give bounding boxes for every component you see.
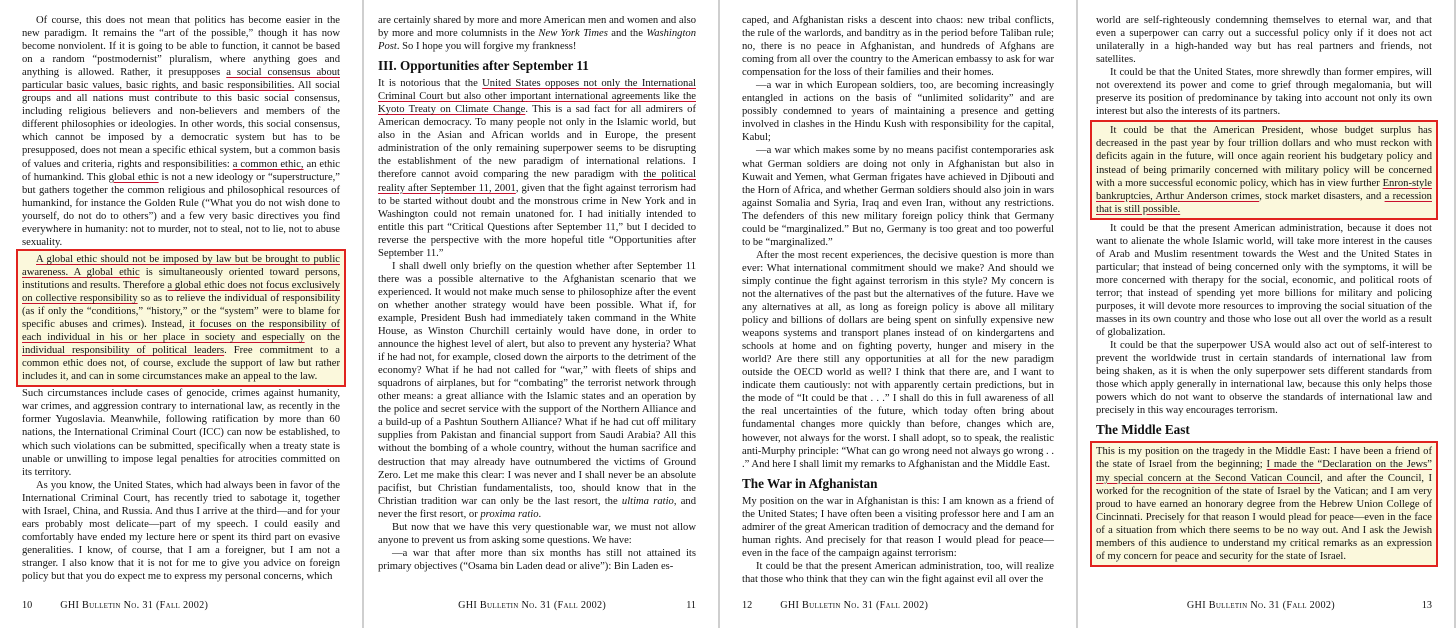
paragraph: Of course, this does not mean that politics has become easier in the new paradigm. It remains the “art of the possible,” though it has now become nonviolent. If it is going to be able to function, it cannot be based on a random “postmodernist” pluralism, where anything goes and anything is allowed. Rather, it presupposes a social consensus about particular basic values, basic rights, and basic responsibilities. All social groups and all nations must contribute to this basic social consensus, including religious believers and non-believers and members of the different philosophies or ideologies. In other words, this social consensus, which cannot be imposed by a democratic system but has to be presupposed, does not mean a specific ethical system, but a common basis of values and criteria, rights and responsibilities: a common ethic, an ethic of humankind. This global ethic is not a new ideology or “superstructure,” but gathers together the common religious and philosophical resources of humankind, for instance the Golden Rule (“What you do not wish done to yourself, do not do to others”) and a few very basic directives you find everywhere in humanity: not to murder, not to steal, not to lie, not to abuse sexuality.: [22, 15, 340, 248]
paragraph: It could be that the United States, more shrewdly than former empires, will not overextend its power and come to grief through megalomania, but will preserve its position of predominance by taking into account not only its own interest but also the interests of its partners.: [1096, 67, 1432, 118]
page-footer: [1100, 600, 1432, 611]
section-heading: The Middle East: [1096, 422, 1190, 438]
paragraph: caped, and Afghanistan risks a descent into chaos: new tribal conflicts, the rule of the warlords, and banditry as in the period before Taliban rule; no, there is no peace in Afghanistan, and hundreds of Afghans are coming from all over the country to the American embassy to ask for war compensation for the loss of their families and their homes.: [742, 15, 1054, 79]
page-10-body: [22, 14, 340, 583]
paragraph: Such circumstances include cases of genocide, crimes against humanity, war crimes, and aggression contrary to international law, as recently in the former Yugoslavia. Meanwhile, following ratification by more than 60 nations, the International Criminal Court (ICC) can now be established, to which such violations can be submitted, specifically when a treaty state is unable or unwilling to impose legal penalties for atrocities committed on its territory.: [22, 388, 340, 478]
paragraph: It is notorious that the United States opposes not only the International Criminal Court but also other important international agreements like the Kyoto Treaty on Climate Change. This is a sad fact for all admirers of American democracy. To many people not only in the Islamic world, but also in the Asian and African worlds and in Europe, the present administration of the only remaining superpower seems to be disrupting the establishment of the new paradigm of international relations. I therefore cannot avoid comparing the new paradigm with the political reality after September 11, 2001, given that the fight against terrorism had to be started without doubt and the monstrous crime in New York and in Washington could not remain unatoned for. I had initially intended to entitle this part “Critical Questions after September 11,” but I decided to reverse the perspective with the more hopeful title “Opportunities after September 11.”: [378, 78, 696, 259]
page-footer: [378, 600, 696, 611]
underlined-text: it focuses on the responsibility of each individual in his or her place in society and especially: [22, 319, 340, 344]
paragraph: It could be that the present American administration, because it does not want to alienate the whole Islamic world, will take more interest in the causes of Arab and Muslim resentment towards the West and the United States in particular; that instead of being concerned only with the symptoms, it will be more concerned with therapy for the social, economic, and political roots of terror; that instead of spending yet more billions for military and policing purposes, it will devote more resources to improving the social situation of the masses in its own country and those who lose out all over the world as a result of globalization.: [1096, 222, 1432, 339]
paragraph: —a war which makes some by no means pacifist contemporaries ask what German soldiers are doing not only in Afghanistan but also in Kuwait and Yemen, what German frigates have achieved in Djibouti and the Horn of Africa, and whether German soldiers should also join in wars against Somalia and Syria, Iraq and even Iran, without any restrictions. The defenders of this new military foreign policy think that Germany could be “marginalized.” But no, Germany is too great and too powerful to be “marginalized.”: [742, 145, 1054, 248]
underlined-text: a social consensus about particular basic values, basic rights, and basic responsibilities.: [22, 67, 340, 92]
underlined-text: a common ethic,: [232, 158, 304, 170]
paragraph: After the most recent experiences, the decisive question is more than ever: What international commitment should we make? And should we simply continue the fight against terrorism in this style? My concern is not the alternatives of the past but the alternatives of the future. Have we any alternatives at all, as long as foreign policy is above all military policy and billions of dollars are being spent on sinfully expensive new weapons systems and transport planes instead of on kindergartens and schools at home and on fighting poverty, hunger and misery in the world? Are there still any opportunities at all for the new paradigm outside the OECD world as well? I think that there are, and I want to indicate them cautiously: not with apparently certain predictions, but in the mode of “It could be that . . .” I shall do this in full awareness of all the real uncertainties of the future, which today often bring about fundamental changes more quickly than before, changes which are, however, not always for the worst. I shall adopt, so to speak, the realistic anti-Murphy principle: “What can go wrong need not always go wrong . . .” And here I shall limit my remarks to Afghanistan and the Middle East.: [742, 249, 1054, 470]
running-footer: GHI Bulletin No. 31 (Fall 2002): [60, 600, 209, 611]
paragraph: But now that we have this very questionable war, we must not allow anyone to prevent us from asking some questions. We have:: [378, 521, 696, 546]
page-number: 12: [742, 600, 753, 611]
page-number: 11: [686, 600, 696, 611]
underlined-text: United States opposes not only the International Criminal Court but also other important international agreements like the Kyoto Treaty on Climate Change: [378, 78, 696, 116]
paragraph: are certainly shared by more and more American men and women and also by more and more columnists in the New York Times and the Washington Post. So I hope you will forgive my frankness!: [378, 15, 696, 53]
paragraph: world are self-righteously condemning themselves to eternal war, and that even a superpower can carry out a successful policy only if it does not act unilaterally in a high-handed way but has real partners and friends, not satellites.: [1096, 15, 1432, 66]
paragraph: —a war that after more than six months has still not attained its primary objectives (“Osama bin Laden dead or alive”): Bin Laden es-: [378, 547, 696, 572]
highlight-box: [16, 249, 346, 387]
underlined-text: a recession that is still possible.: [1096, 190, 1432, 215]
highlight-box: [1090, 120, 1438, 219]
page-number: 13: [1421, 600, 1432, 611]
page-11-body: [378, 14, 696, 573]
page-12: [720, 0, 1076, 628]
paragraph: A global ethic should not be imposed by law but be brought to public awareness. A global ethic is simultaneously oriented toward persons, institutions and results. Therefore a global ethic does not focus exclusively on collective responsibility so as to relieve the individual of responsibility (as if only the “conditions,” “history,” or the “system” were to blame for specific abuses and crimes). Instead, it focuses on the responsibility of each individual in his or her place in society and especially on the individual responsibility of political leaders. Free commitment to a common ethic does not, of course, exclude the support of law but rather includes it, and can in some circumstances make an appeal to the law.: [22, 253, 341, 383]
page-11: [364, 0, 718, 628]
paragraph: —a war in which European soldiers, too, are becoming increasingly entangled in actions on the basis of “unlimited solidarity” and are possibly condemned to years of maintaining a presence and getting involved in clashes in the Hindu Kush with responsibility for the capital, Kabul;: [742, 80, 1054, 144]
underlined-text: individual responsibility of political leaders: [22, 345, 225, 357]
running-footer: GHI Bulletin No. 31 (Fall 2002): [780, 600, 929, 611]
page-12-body: [742, 14, 1054, 586]
paragraph: As you know, the United States, which had always been in favor of the International Criminal Court, has recently tried to sabotage it, together with Israel, China, and Russia. And thus I arrive at the third—and for your ears probably most delicate—part of my speech. I could easily and comfortably have ended my lecture here or spent its third part on evasive generalities. I know, of course, that I am a foreigner, but I am not a stranger. I also know that it is not for me to give you advice on foreign policy but that you do expect me to express my personal concerns, which: [22, 479, 340, 582]
page-number: 10: [22, 600, 33, 611]
section-heading: The War in Afghanistan: [742, 475, 878, 491]
highlight-box: [1090, 441, 1438, 566]
underlined-text: global ethic: [108, 171, 159, 183]
page-footer: [22, 600, 340, 611]
page-footer: [742, 600, 1054, 611]
underlined-text: a global ethic does not focus exclusively on collective responsibility: [22, 279, 340, 304]
underlined-text: I made the “Declaration on the Jews” my special concern at the Second Vatican Council: [1096, 459, 1433, 484]
underlined-text: the political reality after September 11, 2001: [378, 169, 696, 194]
paragraph: My position on the war in Afghanistan is this: I am known as a friend of the United States; I have often been a visiting professor here and I am an admirer of the great American tradition of democracy and the demand for human rights. And precisely for that reason I would plead for peace—even in the face of the campaign against terrorism:: [742, 495, 1054, 559]
page-13-body: [1096, 14, 1432, 567]
page-10: [0, 0, 362, 628]
paragraph: It could be that the American President, whose budget surplus has decreased in the past year by four trillion dollars and who must reckon with deficits again in the future, will once again reorient his budgetary policy and instead of being primarily concerned with military policy will be concerned with a more successful economic policy, which has in view further Enron-style bankruptcies, Arthur Anderson crimes, stock market disasters, and a recession that is still possible.: [1096, 125, 1432, 215]
section-heading: III. Opportunities after September 11: [378, 58, 589, 74]
page-13: [1078, 0, 1454, 628]
paragraph: I shall dwell only briefly on the question whether after September 11 there was a possible alternative to the Afghanistan scenario that we experienced. It would not make much sense to philosophize after the event on whether another strategy would have been possible. What if, for example, President Bush had immediately taken command in the White House, as Winston Churchill certainly would have done, in order to announce the highest level of alert, but also to prevent any hysteria? What if he had not, for example, closed down the airports to the detriment of the economy? What if he had not called for “war,” with fleets of ships and squadrons of airplanes, but for “combating” the terrorist network through other means: a great alliance with the Islamic states and an operation by the police and secret service with the support of the Northern Alliance and a build-up of a Pashtun Southern Alliance? What if he had cut off military supplies from Pakistan and financial support from Saudi Arabia? All this without the bombing of a whole country, without the human sacrifice and destruction that may already have outnumbered the victims of Ground Zero. Let me make this clear: I was never and I shall never be an absolute pacifist, but Christian fundamentalists, too, should know that in the Christian tradition war can only be the last resort, the ultima ratio, and never the first resort, or proxima ratio.: [378, 260, 697, 520]
paragraph: It could be that the superpower USA would also act out of self-interest to prevent the worldwide trust in certain standards of international law from being shaken, as it is when the only superpower sets different standards from those which apply generally in international law, because this only helps those powers which do not want to observe the standards of international law and precisely in this way encourages terrorism.: [1096, 340, 1432, 417]
underlined-text: A global ethic should not be imposed by law but be brought to public awareness. A global ethic: [22, 253, 340, 278]
running-footer: GHI Bulletin No. 31 (Fall 2002): [458, 600, 607, 611]
underlined-text: Enron-style bankruptcies, Arthur Anderson crimes: [1096, 177, 1432, 202]
paragraph: It could be that the present American administration, too, will realize that those who think that they can win the fight against evil all over the: [742, 560, 1054, 585]
paragraph: This is my position on the tragedy in the Middle East: I have been a friend of the state of Israel from the beginning; I made the “Declaration on the Jews” my special concern at the Second Vatican Council, and after the Council, I worked for the recognition of the state of Israel by the Vatican; and I am very proud to have earned an honorary degree from the Hebrew Union College of Cincinnati. Precisely for that reason I would plead for peace—even in the face of a situation from which there seems to be no way out. And I ask the Jewish members of this audience to understand my critical remarks as an expression of my concern for peace and security for the state of Israel.: [1096, 446, 1433, 562]
running-footer: GHI Bulletin No. 31 (Fall 2002): [1186, 600, 1335, 611]
